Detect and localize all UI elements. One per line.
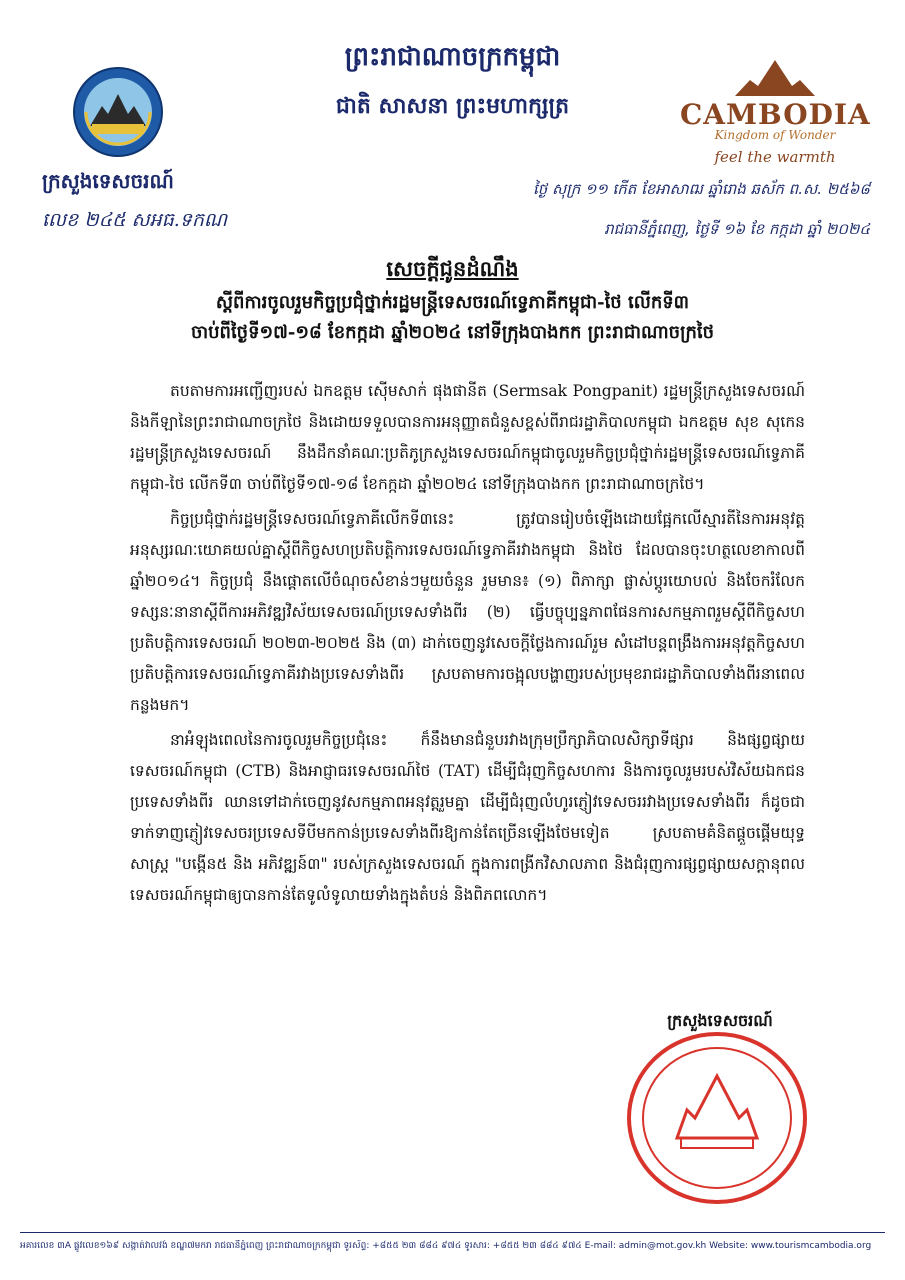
kingdom-heading: ព្រះរាជាណាចក្រកម្ពុជា <box>344 42 561 72</box>
footer-divider <box>20 1232 885 1233</box>
document-body <box>130 376 805 915</box>
document-subject <box>80 288 825 348</box>
ministry-of-tourism-logo <box>72 66 164 158</box>
kingdom-of-wonder-tagline: Kingdom of Wonder <box>714 128 836 142</box>
subject-line-2: ចាប់ពីថ្ងៃទី១៧-១៨ ខែកក្កដា ឆ្នាំ២០២៤ នៅទីក្រុងបាងកក ព្រះរាជាណាចក្រថៃ <box>190 322 715 343</box>
motto-heading: ជាតិ សាសនា ព្រះមហាក្សត្រ <box>335 93 570 119</box>
cambodia-brand-word: CAMBODIA <box>680 98 871 131</box>
angkor-temple-logo <box>730 58 820 98</box>
ministry-seal-stamp <box>625 1030 810 1205</box>
document-title: សេចក្តីជូនដំណឹង <box>386 256 519 281</box>
lunar-date: ថ្ងៃ សុក្រ ១១ កើត ខែអាសាឍ ឆ្នាំរោង ឆស័ក ព.ស. ២៥៦៨ <box>532 180 870 198</box>
body-paragraph-1: តបតាមការអញ្ជើញរបស់ ឯកឧត្តម ស៊ើមសាក់ ផុងផានីត (Sermsak Pongpanit) រដ្ឋមន្ត្រីក្រសួងទេសចរណ៍ និងកីឡានៃព្រះរាជាណាចក្រថៃ និងដោយទទួលបានការអនុញ្ញាតជំនួសខ្ពស់ពីរាជរដ្ឋាភិបាលកម្ពុជា ឯកឧត្តម សុខ សុកេន រដ្ឋមន្ត្រីក្រសួងទេសចរណ៍ នឹងដឹកនាំគណៈប្រតិភូក្រសួងទេសចរណ៍កម្ពុជាចូលរួមកិច្ចប្រជុំថ្នាក់រដ្ឋមន្ត្រីទេសចរណ៍ទ្វេភាគីកម្ពុជា-ថៃ លើកទី៣ ចាប់ពីថ្ងៃទី១៧-១៨ ខែកក្កដា ឆ្នាំ២០២៤ នៅទីក្រុងបាងកក ព្រះរាជាណាចក្រថៃ។ <box>130 382 805 493</box>
signature-label: ក្រសួងទេសចរណ៍ <box>667 1011 773 1030</box>
subject-line-1: ស្តីពីការចូលរួមកិច្ចប្រជុំថ្នាក់រដ្ឋមន្ត្រីទេសចរណ៍ទ្វេភាគីកម្ពុជា-ថៃ លើកទី៣ <box>215 292 690 313</box>
body-paragraph-3: នាអំឡុងពេលនៃការចូលរួមកិច្ចប្រជុំនេះ ក៏នឹងមានជំនួបរវាងក្រុមប្រឹក្សាភិបាលសិក្សាទីផ្សារ និងផ្សព្វផ្សាយទេសចរណ៍កម្ពុជា (CTB) និងអាជ្ញាធរទេសចរណ៍ថៃ (TAT) ដើម្បីជំរុញកិច្ចសហការ និងការចូលរួមរបស់វិស័យឯកជនប្រទេសទាំងពីរ ឈានទៅដាក់ចេញនូវសកម្មភាពអនុវត្តរួមគ្នា ដើម្បីជំរុញលំហូរភ្ញៀវទេសចររវាងប្រទេសទាំងពីរ ក៏ដូចជាទាក់ទាញភ្ញៀវទេសចរប្រទេសទីបីមកកាន់ប្រទេសទាំងពីរឱ្យកាន់តែច្រើនឡើងថែមទៀត ស្របតាមគំនិតផ្តួចផ្តើមយុទ្ធសាស្ត្រ "បង្កើន៥ និង អភិវឌ្ឍន៍៣" របស់ក្រសួងទេសចរណ៍ ក្នុងការពង្រីកវិសាលភាព និងជំរុញការផ្សព្វផ្សាយសក្តានុពលទេសចរណ៍កម្ពុជាឲ្យបានកាន់តែទូលំទូលាយទាំងក្នុងតំបន់ និងពិភពលោក។ <box>130 731 805 904</box>
body-paragraph-2: កិច្ចប្រជុំថ្នាក់រដ្ឋមន្ត្រីទេសចរណ៍ទ្វេភាគីលើកទី៣នេះ ត្រូវបានរៀបចំឡើងដោយផ្អែកលើស្មារតីនៃការអនុវត្តអនុស្សរណៈយោគយល់គ្នាស្តីពីកិច្ចសហប្រតិបត្តិការទេសចរណ៍ទ្វេភាគីរវាងកម្ពុជា និងថៃ ដែលបានចុះហត្ថលេខាកាលពីឆ្នាំ២០១៤។ កិច្ចប្រជុំ នឹងផ្តោតលើចំណុចសំខាន់ៗមួយចំនួន រួមមាន៖ (១) ពិភាក្សា ផ្លាស់ប្តូរយោបល់ និងចែករំលែកទស្សនៈនានាស្តីពីការអភិវឌ្ឍវិស័យទេសចរណ៍ប្រទេសទាំងពីរ (២) ធ្វើបច្ចុប្បន្នភាពផែនការសកម្មភាពរួមស្តីពីកិច្ចសហប្រតិបត្តិការទេសចរណ៍ ២០២៣-២០២៥ និង (៣) ដាក់ចេញនូវសេចក្តីថ្លែងការណ៍រួម សំដៅបន្តពង្រឹងការអនុវត្តកិច្ចសហប្រតិបត្តិការទេសចរណ៍ទ្វេភាគីរវាងប្រទេសទាំងពីរ ស្របតាមការចង្អុលបង្ហាញរបស់ប្រមុខរាជរដ្ឋាភិបាលទាំងពីរនាពេលកន្លងមក។ <box>130 510 805 714</box>
solar-date: រាជធានីភ្នំពេញ, ថ្ងៃទី ១៦ ខែ កក្កដា ឆ្នាំ ២០២៤ <box>604 220 870 238</box>
feel-the-warmth-tagline: feel the warmth <box>714 148 836 166</box>
footer-address: អគារលេខ ៣A ផ្លូវលេខ១៦៩ សង្កាត់វាលវង់ ខណ្ឌ៧មករា រាជធានីភ្នំពេញ ព្រះរាជាណាចក្រកម្ពុជា ទូរស័ព្ទ: +៨៥៥ ២៣ ៨៨៤ ៩៧៤ ទូរសារ: +៨៥៥ ២៣ ៨៨៤ ៩៧៤ E-mail: admin@mot.gov.kh Website: www.tourismcambodia.org <box>20 1241 872 1251</box>
reference-number: លេខ ២៤៥ សអធ.ទកណ <box>42 209 228 231</box>
ministry-name: ក្រសួងទេសចរណ៍ <box>42 169 174 193</box>
